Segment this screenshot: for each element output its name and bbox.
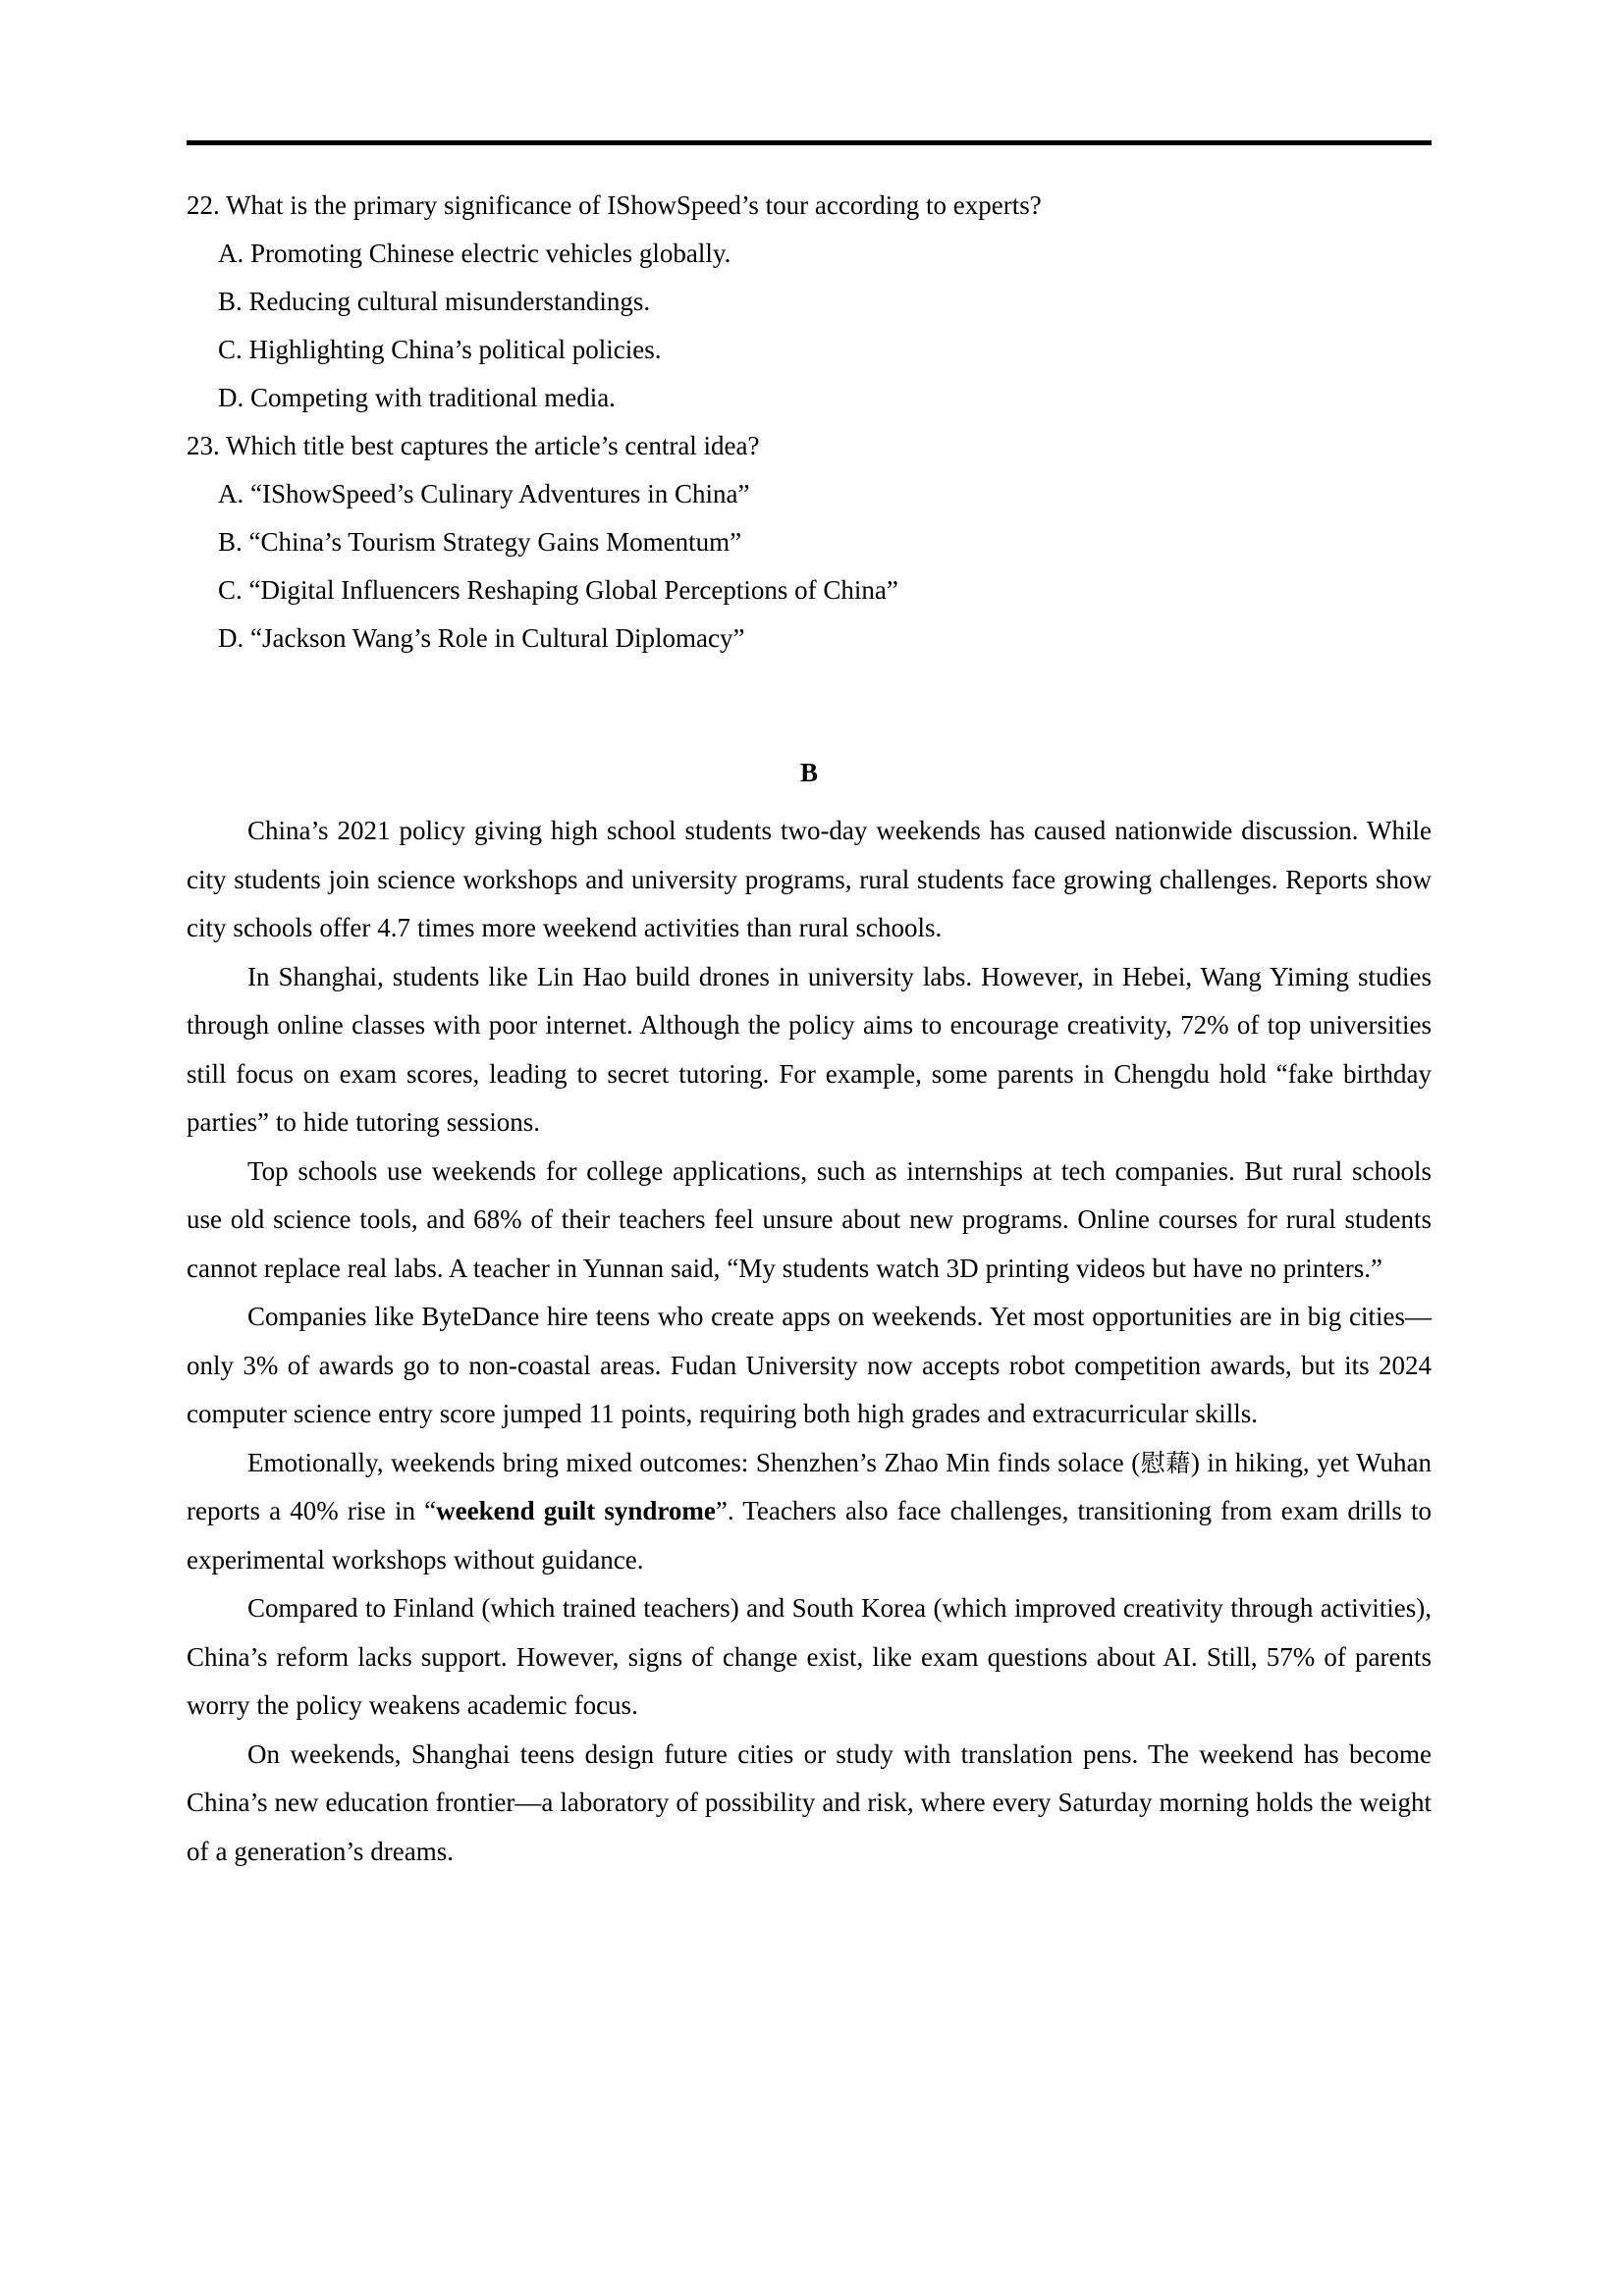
passage-paragraph-3: Top schools use weekends for college applications, such as internships at tech companies. But rural schools use old science tools, and 68% of their teachers feel unsure about new programs. Online courses for rural students cannot replace real labs. A teacher in Yunnan said, “My students watch 3D printing videos but have no printers.”: [187, 1155, 1432, 1283]
passage-section-heading: B: [799, 758, 818, 787]
passage-paragraph-1: China’s 2021 policy giving high school students two-day weekends has caused nationwide discussion. While city students join science workshops and university programs, rural students face growing challenges. Reports show city schools offer 4.7 times more weekend activities than rural schools.: [187, 816, 1432, 942]
question-23-option-b[interactable]: B. “China’s Tourism Strategy Gains Momentum”: [218, 527, 742, 557]
passage-paragraph-4: Companies like ByteDance hire teens who create apps on weekends. Yet most opportunities are in big cities—only 3% of awards go to non-coastal areas. Fudan University now accepts robot competition awards, but its 2024 computer science entry score jumped 11 points, requiring both high grades and extracurricular skills.: [187, 1302, 1432, 1428]
question-22-option-b[interactable]: B. Reducing cultural misunderstandings.: [218, 287, 651, 316]
question-23-option-c[interactable]: C. “Digital Influencers Reshaping Global Perceptions of China”: [218, 575, 898, 605]
question-22-option-a[interactable]: A. Promoting Chinese electric vehicles globally.: [218, 239, 731, 268]
passage-paragraph-2: In Shanghai, students like Lin Hao build drones in university labs. However, in Hebei, Wang Yiming studies through online classes with poor internet. Although the policy aims to encourage creativity, 72% of top universities still focus on exam scores, leading to secret tutoring. For example, some parents in Chengdu hold “fake birthday parties” to hide tutoring sessions.: [187, 961, 1432, 1137]
questions-block: [187, 182, 1432, 663]
passage-paragraph-7: On weekends, Shanghai teens design future cities or study with translation pens. The weekend has become China’s new education frontier—a laboratory of possibility and risk, where every Saturday morning holds the weight of a generation’s dreams.: [187, 1738, 1432, 1866]
passage-paragraph-5: Emotionally, weekends bring mixed outcomes: Shenzhen’s Zhao Min finds solace (慰藉) in hiking, yet Wuhan reports a 40% rise in “weekend guilt syndrome”. Teachers also face challenges, transitioning from exam drills to experimental workshops without guidance.: [187, 1447, 1433, 1575]
question-23-option-d[interactable]: D. “Jackson Wang’s Role in Cultural Diplomacy”: [218, 623, 745, 653]
header-divider-rule: [187, 140, 1432, 145]
question-22-option-c[interactable]: C. Highlighting China’s political policies.: [218, 335, 662, 364]
emphasis-phrase: weekend guilt syndrome: [436, 1496, 716, 1525]
question-22-option-d[interactable]: D. Competing with traditional media.: [218, 383, 616, 412]
question-23-stem: 23. Which title best captures the article’s central idea?: [187, 431, 760, 460]
question-22-stem: 22. What is the primary significance of IShowSpeed’s tour according to experts?: [187, 190, 1042, 220]
passage-paragraph-6: Compared to Finland (which trained teachers) and South Korea (which improved creativity through activities), China’s reform lacks support. However, signs of change exist, like exam questions about AI. Still, 57% of parents worry the policy weakens academic focus.: [187, 1593, 1432, 1720]
passage-body: [187, 807, 1432, 1876]
chinese-gloss: 慰藉: [1140, 1448, 1191, 1477]
question-23-option-a[interactable]: A. “IShowSpeed’s Culinary Adventures in China”: [218, 479, 750, 508]
